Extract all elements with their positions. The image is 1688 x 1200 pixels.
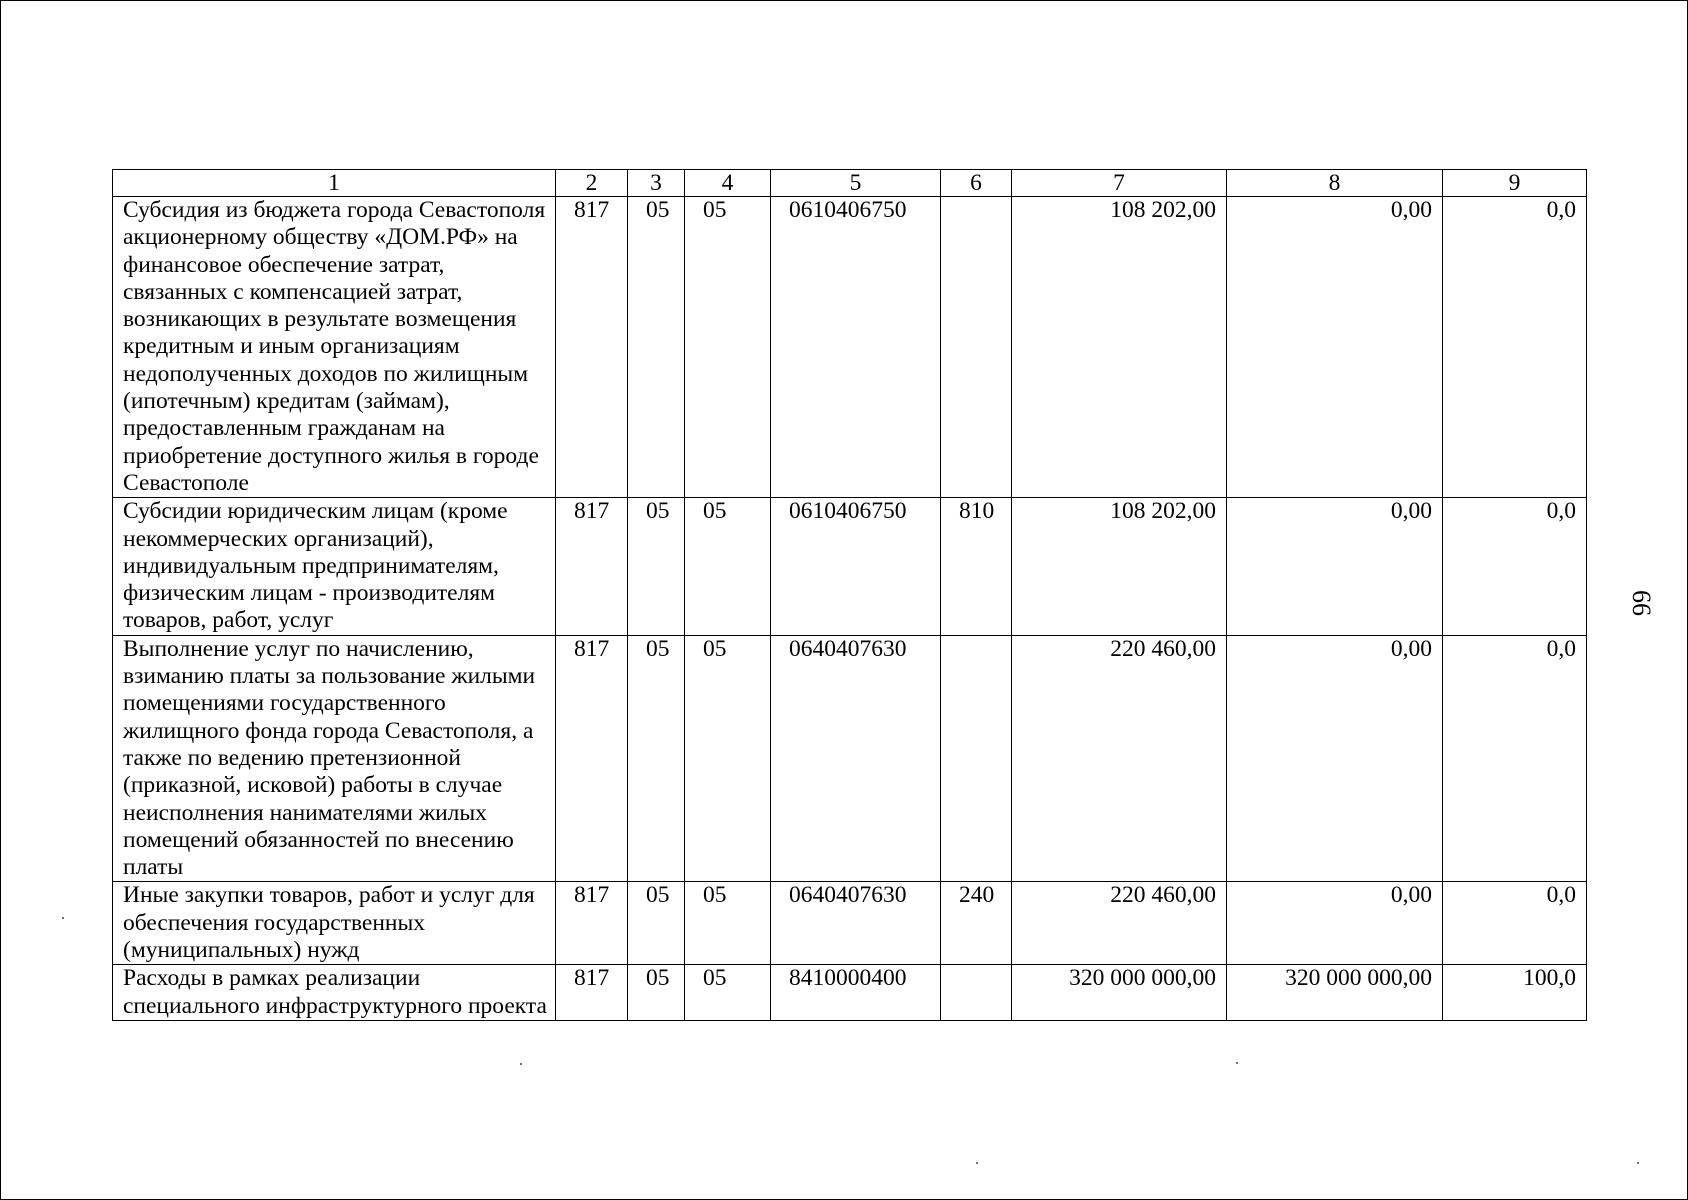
cell-target-code: 0610406750 (771, 498, 941, 635)
cell-section-code: 05 (628, 635, 685, 882)
table-row (113, 965, 1587, 1021)
cell-amount-planned: 108 202,00 (1012, 197, 1227, 498)
column-number-row (113, 170, 1587, 197)
cell-subsection-code: 05 (685, 882, 771, 965)
cell-expense-type: 240 (941, 882, 1012, 965)
cell-percent: 0,0 (1443, 498, 1587, 635)
scan-speck (1637, 1162, 1639, 1164)
cell-amount-executed: 320 000 000,00 (1227, 965, 1443, 1021)
cell-amount-executed: 0,00 (1227, 197, 1443, 498)
column-header: 7 (1012, 170, 1227, 197)
column-header: 3 (628, 170, 685, 197)
cell-ministry-code: 817 (556, 498, 628, 635)
cell-percent: 0,0 (1443, 635, 1587, 882)
cell-ministry-code: 817 (556, 635, 628, 882)
cell-expense-type (941, 197, 1012, 498)
cell-percent: 0,0 (1443, 197, 1587, 498)
scan-speck (62, 917, 64, 919)
cell-amount-executed: 0,00 (1227, 498, 1443, 635)
cell-percent: 0,0 (1443, 882, 1587, 965)
cell-expense-type (941, 635, 1012, 882)
cell-percent: 100,0 (1443, 965, 1587, 1021)
table-row (113, 635, 1587, 882)
cell-subsection-code: 05 (685, 635, 771, 882)
row-description: Субсидия из бюджета города Севастополя акционерному обществу «ДОМ.РФ» на финансовое обеспечение затрат, связанных с компенсацией затрат, возникающих в результате возмещения кредитным и иным организациям недополученных доходов по жилищным (ипотечным) кредитам (займам), предоставленным гражданам на приобретение доступного жилья в городе Севастополе (113, 197, 556, 498)
scan-speck (976, 1162, 978, 1164)
cell-subsection-code: 05 (685, 197, 771, 498)
column-header: 9 (1443, 170, 1587, 197)
column-header: 2 (556, 170, 628, 197)
column-header: 5 (771, 170, 941, 197)
column-header: 8 (1227, 170, 1443, 197)
cell-amount-planned: 320 000 000,00 (1012, 965, 1227, 1021)
cell-amount-executed: 0,00 (1227, 882, 1443, 965)
cell-ministry-code: 817 (556, 965, 628, 1021)
cell-amount-planned: 220 460,00 (1012, 635, 1227, 882)
cell-amount-planned: 108 202,00 (1012, 498, 1227, 635)
table-row (113, 197, 1587, 498)
column-header: 4 (685, 170, 771, 197)
scan-speck (1236, 1062, 1238, 1064)
budget-table (112, 169, 1587, 1021)
cell-section-code: 05 (628, 197, 685, 498)
cell-amount-planned: 220 460,00 (1012, 882, 1227, 965)
row-description: Расходы в рамках реализации специального инфраструктурного проекта (113, 965, 556, 1021)
cell-expense-type: 810 (941, 498, 1012, 635)
cell-target-code: 0640407630 (771, 882, 941, 965)
cell-subsection-code: 05 (685, 965, 771, 1021)
row-description: Субсидии юридическим лицам (кроме некоммерческих организаций), индивидуальным предпринимателям, физическим лицам - производителям товаров, работ, услуг (113, 498, 556, 635)
cell-expense-type (941, 965, 1012, 1021)
page-number: 66 (1627, 590, 1656, 616)
cell-amount-executed: 0,00 (1227, 635, 1443, 882)
cell-target-code: 0610406750 (771, 197, 941, 498)
row-description: Иные закупки товаров, работ и услуг для обеспечения государственных (муниципальных) нужд (113, 882, 556, 965)
table-row (113, 882, 1587, 965)
row-description: Выполнение услуг по начислению, взиманию платы за пользование жилыми помещениями государственного жилищного фонда города Севастополя, а также по ведению претензионной (приказной, исковой) работы в случае неисполнения нанимателями жилых помещений обязанностей по внесению платы (113, 635, 556, 882)
cell-subsection-code: 05 (685, 498, 771, 635)
cell-ministry-code: 817 (556, 197, 628, 498)
cell-section-code: 05 (628, 965, 685, 1021)
scan-speck (520, 1063, 522, 1065)
cell-target-code: 0640407630 (771, 635, 941, 882)
cell-target-code: 8410000400 (771, 965, 941, 1021)
column-header: 1 (113, 170, 556, 197)
cell-section-code: 05 (628, 882, 685, 965)
table-row (113, 498, 1587, 635)
cell-section-code: 05 (628, 498, 685, 635)
column-header: 6 (941, 170, 1012, 197)
cell-ministry-code: 817 (556, 882, 628, 965)
